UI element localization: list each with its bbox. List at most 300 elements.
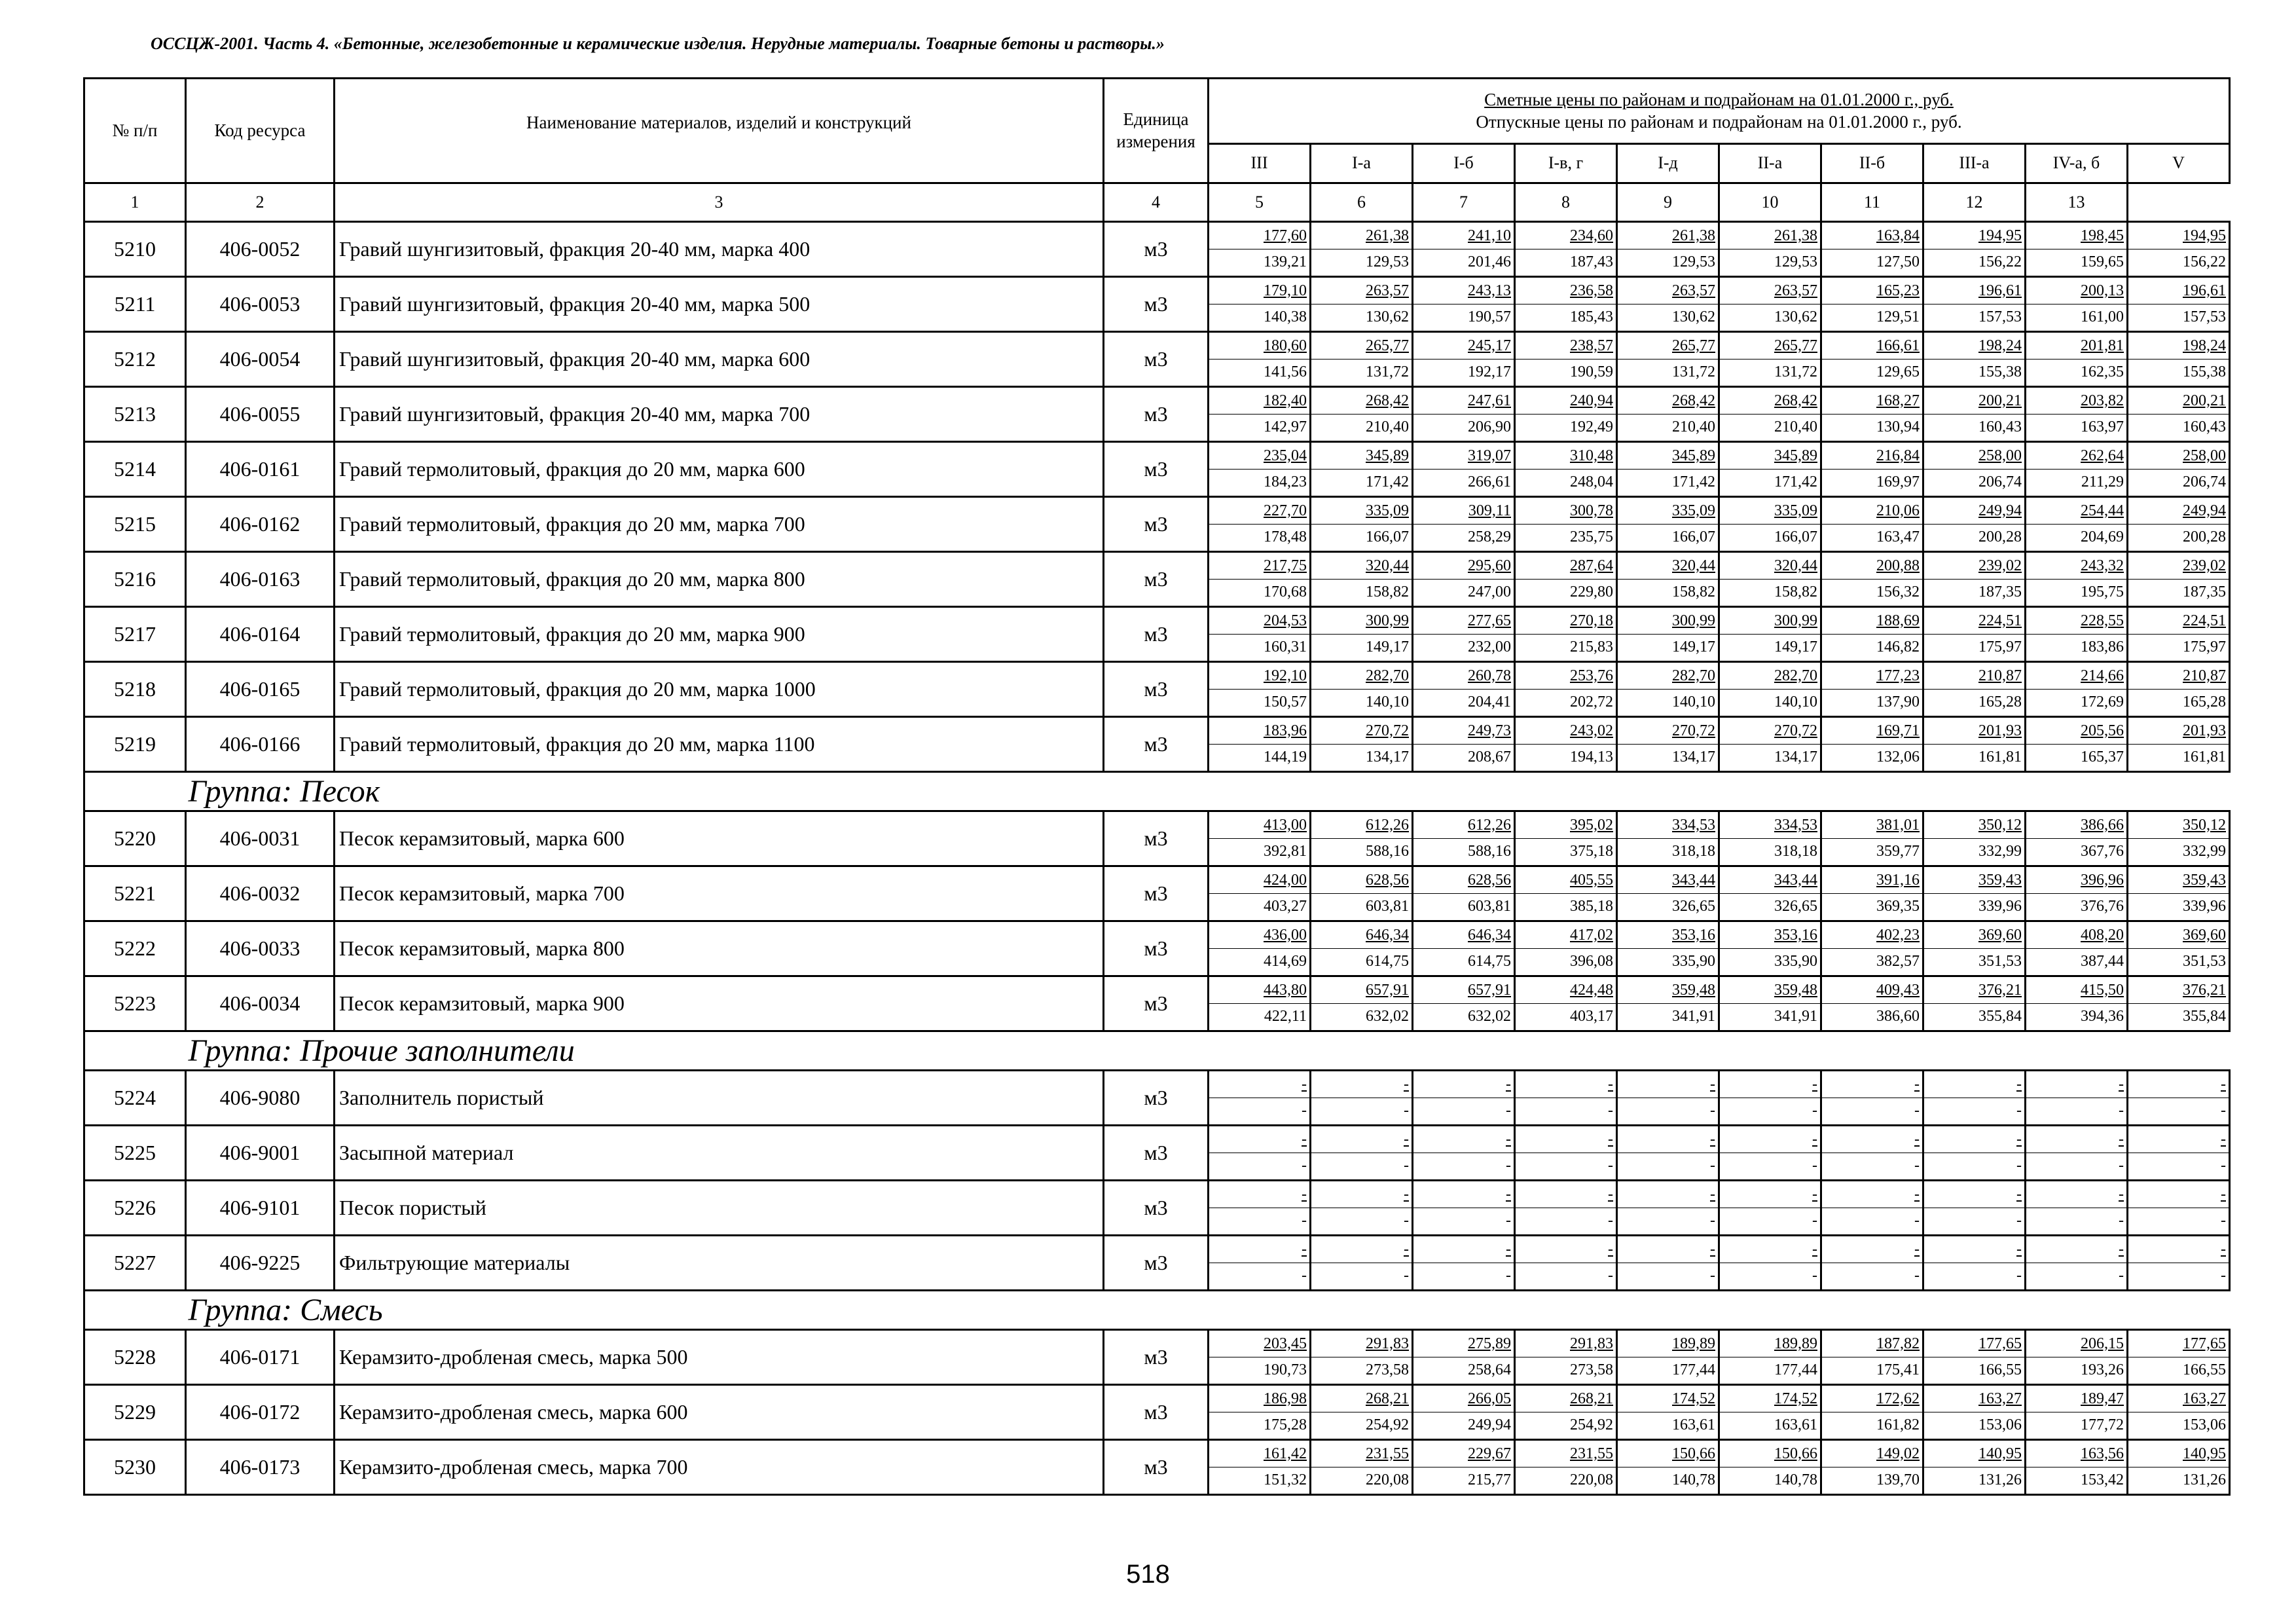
price-cell <box>1413 497 1515 552</box>
column-number: 13 <box>2026 183 2128 222</box>
price-cell <box>1311 332 1413 387</box>
price-cell <box>1719 277 1821 332</box>
release-price: 140,38 <box>1209 304 1309 331</box>
estimate-price: 402,23 <box>1876 926 1920 944</box>
page-number: 518 <box>1126 1560 1170 1589</box>
price-cell <box>1311 717 1413 772</box>
estimate-price: 320,44 <box>1672 557 1715 574</box>
price-cell <box>1821 607 1923 662</box>
release-price: 193,26 <box>2026 1357 2126 1384</box>
release-price: 171,42 <box>1311 469 1412 496</box>
price-cell <box>1209 1126 1311 1181</box>
price-cell <box>1311 552 1413 607</box>
release-price: 206,90 <box>1413 414 1514 441</box>
estimate-price: - <box>2221 1185 2226 1203</box>
estimate-price: 291,83 <box>1570 1335 1613 1352</box>
release-price: - <box>1209 1098 1309 1124</box>
price-cell <box>1719 387 1821 442</box>
column-number: 11 <box>1821 183 1923 222</box>
estimate-price: 263,57 <box>1774 282 1817 299</box>
price-cell <box>1413 332 1515 387</box>
estimate-price: - <box>1302 1185 1307 1203</box>
price-cell <box>1617 387 1719 442</box>
price-cell <box>1617 921 1719 976</box>
material-name: Гравий термолитовый, фракция до 20 мм, марка 1000 <box>335 662 1104 717</box>
release-price: 163,61 <box>1618 1412 1718 1439</box>
estimate-price: 243,02 <box>1570 722 1613 739</box>
estimate-price: 140,95 <box>2183 1445 2226 1462</box>
release-price: 153,06 <box>2128 1412 2229 1439</box>
release-price: 200,28 <box>2128 524 2229 551</box>
resource-code: 406-0171 <box>186 1330 335 1385</box>
price-cell <box>1617 1440 1719 1495</box>
estimate-price: - <box>1812 1075 1817 1093</box>
price-cell <box>1719 662 1821 717</box>
material-name: Песок керамзитовый, марка 800 <box>335 921 1104 976</box>
unit: м3 <box>1104 222 1209 277</box>
estimate-price: 270,72 <box>1774 722 1817 739</box>
estimate-price: 646,34 <box>1366 926 1409 944</box>
column-number: 9 <box>1617 183 1719 222</box>
resource-code: 406-9080 <box>186 1071 335 1126</box>
price-cell <box>1413 387 1515 442</box>
estimate-price: 177,65 <box>2183 1335 2226 1352</box>
estimate-price: 335,09 <box>1672 502 1715 519</box>
estimate-price: - <box>1302 1075 1307 1093</box>
estimate-price: - <box>1506 1130 1511 1148</box>
estimate-price: 275,89 <box>1468 1335 1511 1352</box>
price-cell <box>1209 976 1311 1031</box>
price-cell <box>2128 1385 2230 1440</box>
price-cell <box>1311 866 1413 921</box>
estimate-price: 214,66 <box>2081 667 2124 684</box>
estimate-price: - <box>2221 1240 2226 1258</box>
price-cell <box>1515 1385 1617 1440</box>
resource-code: 406-0163 <box>186 552 335 607</box>
release-price: 359,77 <box>1822 838 1922 865</box>
table-row <box>84 866 2230 921</box>
release-price: 131,26 <box>1924 1467 2024 1494</box>
release-price: 166,55 <box>2128 1357 2229 1384</box>
price-cell <box>2128 1181 2230 1236</box>
unit: м3 <box>1104 387 1209 442</box>
resource-code: 406-0031 <box>186 811 335 866</box>
price-cell <box>1719 866 1821 921</box>
estimate-price: - <box>1914 1185 1920 1203</box>
material-name: Гравий термолитовый, фракция до 20 мм, марка 800 <box>335 552 1104 607</box>
material-name: Засыпной материал <box>335 1126 1104 1181</box>
release-price: 187,35 <box>2128 579 2229 606</box>
release-price: 215,83 <box>1516 634 1616 661</box>
release-price: 149,17 <box>1311 634 1412 661</box>
release-price: 155,38 <box>2128 359 2229 386</box>
release-price: 166,55 <box>1924 1357 2024 1384</box>
estimate-price: 369,60 <box>2183 926 2226 944</box>
estimate-price: 282,70 <box>1774 667 1817 684</box>
estimate-price: - <box>1914 1240 1920 1258</box>
estimate-price: - <box>1710 1130 1715 1148</box>
estimate-price: 628,56 <box>1366 871 1409 889</box>
estimate-price: 263,57 <box>1366 282 1409 299</box>
estimate-price: - <box>1608 1240 1613 1258</box>
estimate-price: 186,98 <box>1264 1390 1307 1407</box>
release-price: 194,13 <box>1516 744 1616 771</box>
estimate-price: 236,58 <box>1570 282 1613 299</box>
material-name: Гравий шунгизитовый, фракция 20-40 мм, марка 600 <box>335 332 1104 387</box>
material-name: Керамзито-дробленая смесь, марка 500 <box>335 1330 1104 1385</box>
price-cell <box>1209 222 1311 277</box>
row-number: 5224 <box>84 1071 186 1126</box>
release-price: 273,58 <box>1516 1357 1616 1384</box>
table-row <box>84 1071 2230 1126</box>
price-cell <box>1311 1440 1413 1495</box>
price-cell <box>1923 811 2026 866</box>
estimate-price: 295,60 <box>1468 557 1511 574</box>
price-cell <box>1923 442 2026 497</box>
price-cell <box>1821 497 1923 552</box>
estimate-price: - <box>2016 1075 2022 1093</box>
release-price: 175,97 <box>2128 634 2229 661</box>
release-price: 632,02 <box>1311 1003 1412 1030</box>
release-price: 394,36 <box>2026 1003 2126 1030</box>
estimate-price: 140,95 <box>1978 1445 2022 1462</box>
price-cell <box>1923 662 2026 717</box>
release-price: 166,07 <box>1720 524 1820 551</box>
release-price: 614,75 <box>1413 948 1514 975</box>
release-price: 375,18 <box>1516 838 1616 865</box>
release-price: - <box>1618 1263 1718 1289</box>
release-price: 149,17 <box>1618 634 1718 661</box>
release-price: - <box>1924 1263 2024 1289</box>
release-price: 190,59 <box>1516 359 1616 386</box>
estimate-price: 254,44 <box>2081 502 2124 519</box>
estimate-price: 335,09 <box>1774 502 1817 519</box>
release-price: 387,44 <box>2026 948 2126 975</box>
estimate-price: 163,27 <box>1978 1390 2022 1407</box>
price-cell <box>1413 1181 1515 1236</box>
price-cell <box>1209 662 1311 717</box>
unit: м3 <box>1104 662 1209 717</box>
release-price: 130,94 <box>1822 414 1922 441</box>
price-cell <box>1617 717 1719 772</box>
release-price: 229,80 <box>1516 579 1616 606</box>
estimate-price: 300,78 <box>1570 502 1613 519</box>
release-price: 130,62 <box>1311 304 1412 331</box>
release-price: 157,53 <box>1924 304 2024 331</box>
header-estimate-prices: Сметные цены по районам и подрайонам на 01.01.2000 г., руб. <box>1484 89 1954 109</box>
table-row <box>84 1385 2230 1440</box>
price-cell <box>1821 1330 1923 1385</box>
release-price: 355,84 <box>1924 1003 2024 1030</box>
estimate-price: 282,70 <box>1366 667 1409 684</box>
price-cell <box>1821 222 1923 277</box>
resource-code: 406-9001 <box>186 1126 335 1181</box>
release-price: 187,35 <box>1924 579 2024 606</box>
resource-code: 406-0054 <box>186 332 335 387</box>
price-cell <box>1821 811 1923 866</box>
unit: м3 <box>1104 1071 1209 1126</box>
price-cell <box>1209 717 1311 772</box>
price-cell <box>1821 1181 1923 1236</box>
price-cell <box>1617 1071 1719 1126</box>
resource-code: 406-0162 <box>186 497 335 552</box>
estimate-price: 253,76 <box>1570 667 1613 684</box>
estimate-price: - <box>2016 1240 2022 1258</box>
estimate-price: 386,66 <box>2081 816 2124 834</box>
unit: м3 <box>1104 1236 1209 1291</box>
estimate-price: 163,27 <box>2183 1390 2226 1407</box>
release-price: - <box>1209 1208 1309 1234</box>
estimate-price: 268,42 <box>1774 392 1817 409</box>
price-cell <box>1311 662 1413 717</box>
release-price: - <box>1618 1208 1718 1234</box>
price-cell <box>1821 866 1923 921</box>
estimate-price: 391,16 <box>1876 871 1920 889</box>
region-header: II-а <box>1719 144 1821 183</box>
estimate-price: 291,83 <box>1366 1335 1409 1352</box>
release-price: 385,18 <box>1516 893 1616 920</box>
estimate-price: 424,48 <box>1570 981 1613 999</box>
price-cell <box>1719 1181 1821 1236</box>
estimate-price: - <box>1608 1075 1613 1093</box>
resource-code: 406-0052 <box>186 222 335 277</box>
price-cell <box>2026 497 2128 552</box>
release-price: 326,65 <box>1618 893 1718 920</box>
resource-code: 406-0034 <box>186 976 335 1031</box>
table-row <box>84 811 2230 866</box>
estimate-price: - <box>1404 1240 1409 1258</box>
group-title: Группа: Смесь <box>186 1291 2230 1330</box>
release-price: - <box>2128 1098 2229 1124</box>
price-cell <box>2026 552 2128 607</box>
price-cell <box>1617 222 1719 277</box>
row-number: 5218 <box>84 662 186 717</box>
estimate-price: - <box>2119 1240 2124 1258</box>
estimate-price: 319,07 <box>1468 447 1511 464</box>
release-price: 202,72 <box>1516 689 1616 716</box>
release-price: 178,48 <box>1209 524 1309 551</box>
price-cell <box>1719 1330 1821 1385</box>
estimate-price: 169,71 <box>1876 722 1920 739</box>
price-cell <box>2128 277 2230 332</box>
header-num: № п/п <box>84 79 186 183</box>
row-number: 5216 <box>84 552 186 607</box>
price-cell <box>1617 662 1719 717</box>
release-price: 140,10 <box>1720 689 1820 716</box>
price-cell <box>1209 442 1311 497</box>
table-row <box>84 222 2230 277</box>
price-cell <box>2128 222 2230 277</box>
release-price: 211,29 <box>2026 469 2126 496</box>
column-number: 12 <box>1923 183 2026 222</box>
price-cell <box>1413 1440 1515 1495</box>
estimate-price: 270,72 <box>1366 722 1409 739</box>
release-price: 351,53 <box>1924 948 2024 975</box>
material-name: Керамзито-дробленая смесь, марка 700 <box>335 1440 1104 1495</box>
release-price: 603,81 <box>1311 893 1412 920</box>
release-price: - <box>1516 1153 1616 1179</box>
release-price: 146,82 <box>1822 634 1922 661</box>
release-price: 351,53 <box>2128 948 2229 975</box>
release-price: 130,62 <box>1720 304 1820 331</box>
release-price: 175,41 <box>1822 1357 1922 1384</box>
release-price: 201,46 <box>1413 249 1514 276</box>
release-price: 192,17 <box>1413 359 1514 386</box>
estimate-price: 183,96 <box>1264 722 1307 739</box>
price-cell <box>1923 552 2026 607</box>
estimate-price: 201,93 <box>2183 722 2226 739</box>
price-cell <box>1617 976 1719 1031</box>
group-row <box>84 772 2230 811</box>
region-header: V <box>2128 144 2230 183</box>
row-number: 5220 <box>84 811 186 866</box>
estimate-price: 238,57 <box>1570 337 1613 354</box>
price-cell <box>1209 921 1311 976</box>
estimate-price: 260,78 <box>1468 667 1511 684</box>
estimate-price: 180,60 <box>1264 337 1307 354</box>
price-cell <box>1923 222 2026 277</box>
estimate-price: 172,62 <box>1876 1390 1920 1407</box>
estimate-price: 165,23 <box>1876 282 1920 299</box>
release-price: 150,57 <box>1209 689 1309 716</box>
estimate-price: 350,12 <box>1978 816 2022 834</box>
material-name: Гравий термолитовый, фракция до 20 мм, марка 900 <box>335 607 1104 662</box>
release-price: 160,43 <box>1924 414 2024 441</box>
price-cell <box>1209 277 1311 332</box>
estimate-price: 369,60 <box>1978 926 2022 944</box>
release-price: 166,07 <box>1311 524 1412 551</box>
row-number: 5214 <box>84 442 186 497</box>
estimate-price: - <box>1506 1075 1511 1093</box>
row-number: 5225 <box>84 1126 186 1181</box>
estimate-price: 268,42 <box>1672 392 1715 409</box>
release-price: 210,40 <box>1311 414 1412 441</box>
estimate-price: - <box>1404 1075 1409 1093</box>
price-cell <box>2128 1071 2230 1126</box>
estimate-price: 353,16 <box>1672 926 1715 944</box>
release-price: 171,42 <box>1720 469 1820 496</box>
release-price: 129,53 <box>1311 249 1412 276</box>
price-cell <box>1923 1385 2026 1440</box>
region-header: I-б <box>1413 144 1515 183</box>
column-number-row <box>84 183 2230 222</box>
price-cell <box>1209 497 1311 552</box>
table-row <box>84 976 2230 1031</box>
material-name: Керамзито-дробленая смесь, марка 600 <box>335 1385 1104 1440</box>
price-cell <box>1923 497 2026 552</box>
price-cell <box>1719 1236 1821 1291</box>
price-cell <box>1209 1330 1311 1385</box>
column-number: 2 <box>186 183 335 222</box>
release-price: 162,35 <box>2026 359 2126 386</box>
material-name: Гравий термолитовый, фракция до 20 мм, марка 600 <box>335 442 1104 497</box>
price-cell <box>1515 222 1617 277</box>
release-price: 151,32 <box>1209 1467 1309 1494</box>
release-price: - <box>1209 1153 1309 1179</box>
row-number: 5221 <box>84 866 186 921</box>
price-cell <box>1515 552 1617 607</box>
price-cell <box>2128 976 2230 1031</box>
estimate-price: 243,13 <box>1468 282 1511 299</box>
row-number: 5222 <box>84 921 186 976</box>
estimate-price: 228,55 <box>2081 612 2124 629</box>
estimate-price: 436,00 <box>1264 926 1307 944</box>
price-cell <box>2026 811 2128 866</box>
unit: м3 <box>1104 332 1209 387</box>
estimate-price: 657,91 <box>1366 981 1409 999</box>
resource-code: 406-0173 <box>186 1440 335 1495</box>
release-price: 172,69 <box>2026 689 2126 716</box>
estimate-price: 359,48 <box>1774 981 1817 999</box>
price-cell <box>1209 1440 1311 1495</box>
region-header: I-д <box>1617 144 1719 183</box>
price-cell <box>2026 442 2128 497</box>
price-cell <box>2128 552 2230 607</box>
price-cell <box>2128 1440 2230 1495</box>
release-price: 165,28 <box>1924 689 2024 716</box>
price-cell <box>1923 1330 2026 1385</box>
release-price: 386,60 <box>1822 1003 1922 1030</box>
resource-code: 406-0033 <box>186 921 335 976</box>
price-cell <box>1413 222 1515 277</box>
release-price: 160,31 <box>1209 634 1309 661</box>
estimate-price: 265,77 <box>1672 337 1715 354</box>
release-price: - <box>1720 1098 1820 1124</box>
unit: м3 <box>1104 811 1209 866</box>
estimate-price: - <box>1302 1240 1307 1258</box>
release-price: 131,72 <box>1618 359 1718 386</box>
price-cell <box>1209 1385 1311 1440</box>
estimate-price: 231,55 <box>1570 1445 1613 1462</box>
estimate-price: 265,77 <box>1774 337 1817 354</box>
price-cell <box>1413 277 1515 332</box>
estimate-price: 245,17 <box>1468 337 1511 354</box>
price-cell <box>1719 497 1821 552</box>
price-cell <box>1311 1071 1413 1126</box>
release-price: 149,17 <box>1720 634 1820 661</box>
release-price: - <box>1822 1208 1922 1234</box>
release-price: - <box>1311 1208 1412 1234</box>
table-row <box>84 1236 2230 1291</box>
release-price: - <box>1413 1208 1514 1234</box>
material-name: Песок пористый <box>335 1181 1104 1236</box>
price-cell <box>1617 1385 1719 1440</box>
release-price: 144,19 <box>1209 744 1309 771</box>
release-price: 184,23 <box>1209 469 1309 496</box>
release-price: - <box>1311 1098 1412 1124</box>
release-price: 588,16 <box>1413 838 1514 865</box>
region-header: IV-а, б <box>2026 144 2128 183</box>
price-cell <box>1311 976 1413 1031</box>
release-price: 165,28 <box>2128 689 2229 716</box>
price-cell <box>1821 976 1923 1031</box>
estimate-price: 309,11 <box>1468 502 1511 519</box>
material-name: Гравий термолитовый, фракция до 20 мм, марка 1100 <box>335 717 1104 772</box>
estimate-price: 381,01 <box>1876 816 1920 834</box>
release-price: 153,06 <box>1924 1412 2024 1439</box>
price-cell <box>1617 497 1719 552</box>
price-cell <box>2128 811 2230 866</box>
release-price: 403,27 <box>1209 893 1309 920</box>
material-name: Гравий шунгизитовый, фракция 20-40 мм, марка 400 <box>335 222 1104 277</box>
estimate-price: 166,61 <box>1876 337 1920 354</box>
release-price: 335,90 <box>1618 948 1718 975</box>
release-price: 155,38 <box>1924 359 2024 386</box>
release-price: 220,08 <box>1516 1467 1616 1494</box>
estimate-price: 196,61 <box>1978 282 2022 299</box>
release-price: 258,64 <box>1413 1357 1514 1384</box>
release-price: 232,00 <box>1413 634 1514 661</box>
